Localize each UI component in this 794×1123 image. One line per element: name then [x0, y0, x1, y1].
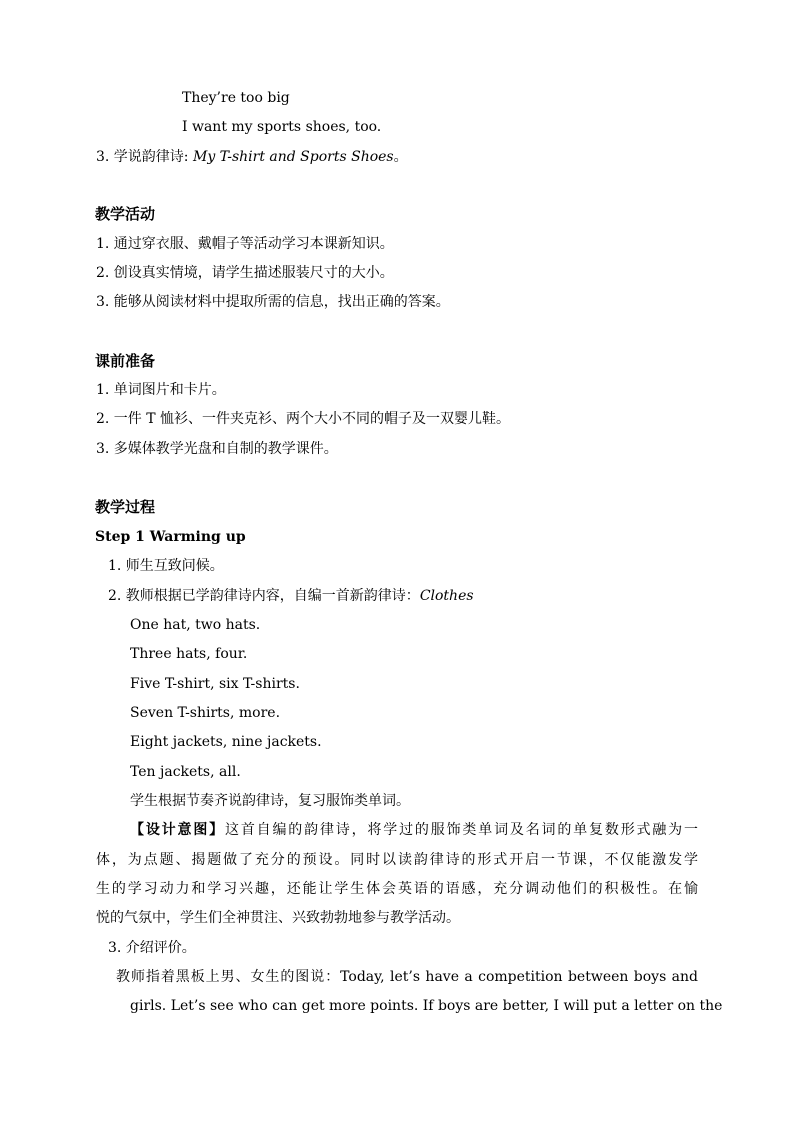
design-intent-line-2: 体，为点题、揭题做了充分的预设。同时以读韵律诗的形式开启一节课，不仅能激发学: [96, 852, 698, 868]
preparation-item-2: 2. 一件 T 恤衫、一件夹克衫、两个大小不同的帽子及一双婴儿鞋。: [96, 411, 511, 427]
clothes-poem-line-4: Seven T-shirts, more.: [130, 705, 281, 721]
design-intent-line-4: 悦的气氛中，学生们全神贯注、兴致勃勃地参与教学活动。: [96, 910, 460, 926]
process-item-2: [108, 587, 474, 605]
clothes-poem-line-6: Ten jackets, all.: [130, 764, 241, 780]
step-1-heading: Step 1 Warming up: [95, 529, 246, 545]
poem-line-1: They’re too big: [182, 90, 290, 106]
design-intent-line-3: 生的学习动力和学习兴趣，还能让学生体会英语的语感，充分调动他们的积极性。在愉: [96, 881, 698, 897]
process-item-1: 1. 师生互致问候。: [108, 558, 224, 574]
clothes-poem-line-2: Three hats, four.: [130, 646, 248, 662]
objective-item-3-suffix: 。: [393, 149, 408, 165]
clothes-poem-line-1: One hat, two hats.: [130, 617, 261, 633]
teacher-instruction-line: 教师指着黑板上男、女生的图说：Today, let’s have a competition between boys and: [116, 969, 698, 985]
process-item-2-text: 2. 教师根据已学韵律诗内容，自编一首新韵律诗：: [108, 588, 420, 604]
after-poem-note: 学生根据节奏齐说韵律诗，复习服饰类单词。: [130, 793, 410, 809]
design-intent-label: 【设计意图】: [130, 822, 225, 838]
clothes-poem-line-5: Eight jackets, nine jackets.: [130, 734, 322, 750]
activities-item-2: 2. 创设真实情境，请学生描述服装尺寸的大小。: [96, 265, 394, 281]
objective-item-3: [96, 148, 408, 166]
preparation-item-1: 1. 单词图片和卡片。: [96, 382, 226, 398]
process-item-2-title: Clothes: [419, 588, 474, 604]
poem-line-2: I want my sports shoes, too.: [182, 119, 382, 135]
process-heading: 教学过程: [95, 498, 156, 516]
design-intent-line-1: [130, 821, 698, 839]
activities-item-3: 3. 能够从阅读材料中提取所需的信息，找出正确的答案。: [96, 294, 450, 310]
design-intent-text-1: 这首自编的韵律诗，将学过的服饰类单词及名词的单复数形式融为一: [224, 822, 699, 838]
teacher-instruction-line-2: girls. Let’s see who can get more points. If boys are better, I will put a letter on the: [130, 998, 723, 1014]
objective-item-3-title: My T-shirt and Sports Shoes: [192, 149, 394, 165]
clothes-poem-line-3: Five T-shirt, six T-shirts.: [130, 676, 300, 692]
preparation-item-3: 3. 多媒体教学光盘和自制的教学课件。: [96, 441, 338, 457]
activities-item-1: 1. 通过穿衣服、戴帽子等活动学习本课新知识。: [96, 236, 394, 252]
process-item-3: 3. 介绍评价。: [108, 940, 196, 956]
preparation-heading: 课前准备: [95, 352, 156, 370]
objective-item-3-prefix: 3. 学说韵律诗:: [96, 149, 193, 165]
activities-heading: 教学活动: [95, 205, 156, 223]
